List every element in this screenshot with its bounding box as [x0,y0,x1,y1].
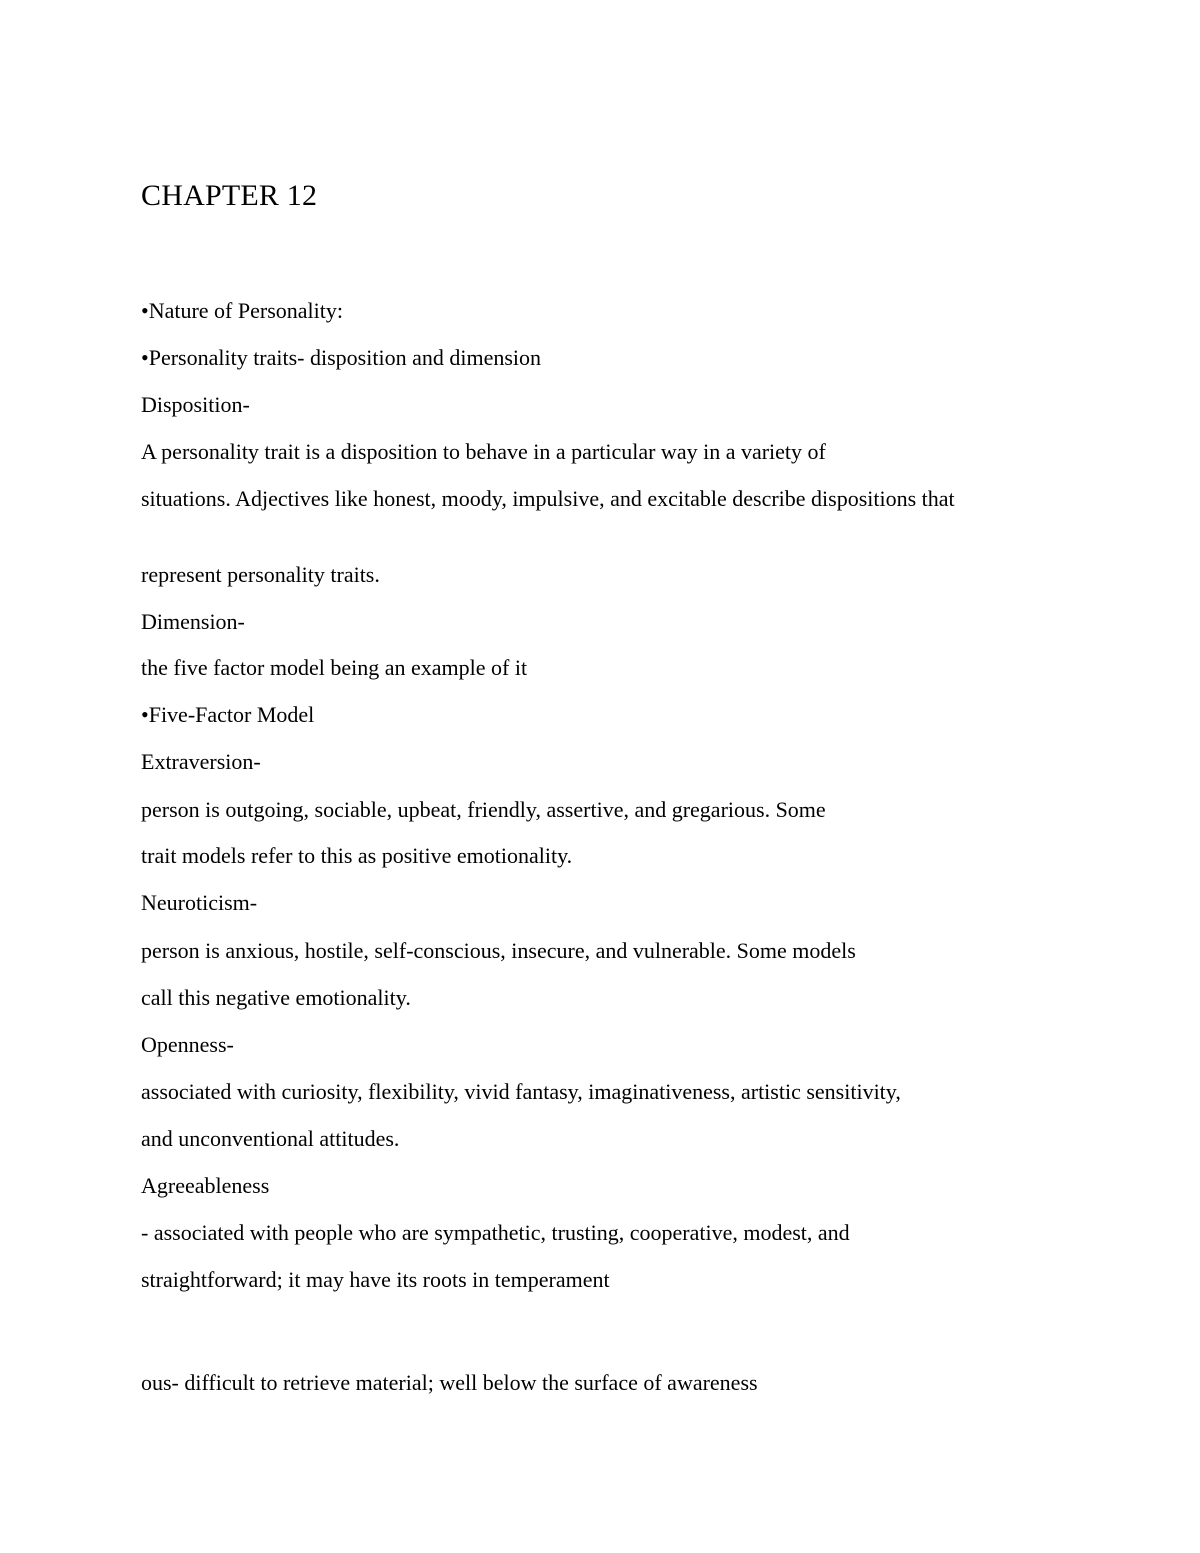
text-line-dimension-definition: the five factor model being an example of it [141,655,528,680]
text-line-unconscious: ous- difficult to retrieve material; well below the surface of awareness [141,1370,758,1395]
text-line-personality-traits: •Personality traits- disposition and dimension [141,345,542,370]
text-line-agreeableness-heading: Agreeableness [141,1173,270,1198]
text-line-extraversion-definition: person is outgoing, sociable, upbeat, friendly, assertive, and gregarious. Some [141,797,826,822]
text-line-disposition-end: represent personality traits. [141,562,380,587]
text-line-nature-of-personality: •Nature of Personality: [141,298,343,323]
text-line-agreeableness-end: straightforward; it may have its roots in temperament [141,1267,610,1292]
text-line-neuroticism-definition: person is anxious, hostile, self-conscious, insecure, and vulnerable. Some models [141,938,856,963]
text-line-openness-definition: associated with curiosity, flexibility, vivid fantasy, imaginativeness, artistic sensitivity, [141,1079,901,1104]
text-line-neuroticism-heading: Neuroticism- [141,890,258,915]
text-line-dimension-heading: Dimension- [141,609,245,634]
text-line-disposition-heading: Disposition- [141,392,250,417]
text-line-disposition-examples: situations. Adjectives like honest, moody, impulsive, and excitable describe dispositions that [141,486,955,511]
text-line-openness-heading: Openness- [141,1032,234,1057]
text-line-extraversion-heading: Extraversion- [141,749,261,774]
text-line-openness-end: and unconventional attitudes. [141,1126,400,1151]
text-line-agreeableness-definition: - associated with people who are sympathetic, trusting, cooperative, modest, and [141,1220,850,1245]
text-line-neuroticism-note: call this negative emotionality. [141,985,411,1010]
text-line-disposition-definition: A personality trait is a disposition to behave in a particular way in a variety of [141,439,826,464]
text-line-extraversion-note: trait models refer to this as positive emotionality. [141,843,573,868]
text-line-five-factor-model: •Five-Factor Model [141,702,315,727]
chapter-title: CHAPTER 12 [141,179,318,212]
